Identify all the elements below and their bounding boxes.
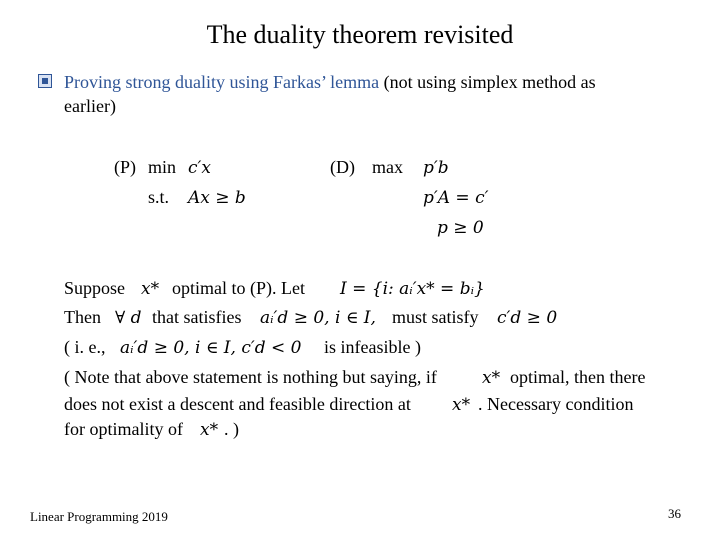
line1-xstar: x*: [141, 279, 160, 299]
bullet-rest: (not using simplex method as: [379, 72, 596, 92]
line2-condition: aᵢ′d ≥ 0, i ∈ I,: [260, 308, 376, 328]
line6-xstar: x*: [200, 420, 219, 440]
line5-text: does not exist a descent and feasible direction at: [64, 394, 411, 414]
bullet-square-icon: [38, 74, 52, 88]
line3-system: aᵢ′d ≥ 0, i ∈ I, c′d < 0: [120, 338, 302, 358]
primal-constraint: Ax ≥ b: [188, 188, 246, 208]
line1-set: I = {i: aᵢ′x* = bᵢ}: [340, 279, 485, 299]
bullet-text: [64, 70, 596, 94]
line2-result: c′d ≥ 0: [497, 308, 558, 328]
line6-rest: . ): [224, 419, 239, 439]
line5-xstar: x*: [452, 395, 471, 415]
line2-forall: ∀ d: [115, 308, 142, 328]
slide-title: The duality theorem revisited: [206, 20, 514, 49]
primal-objective: c′x: [188, 158, 211, 178]
dual-objective: p′b: [423, 158, 449, 178]
line1-text: optimal to (P). Let: [172, 278, 305, 298]
line2-satisfies: that satisfies: [152, 307, 242, 327]
line3-infeasible: is infeasible ): [324, 337, 421, 357]
line5-rest: . Necessary condition: [478, 394, 634, 414]
line2-then: Then: [64, 307, 101, 327]
dual-max: max: [372, 157, 403, 177]
line4-note: ( Note that above statement is nothing but saying, if: [64, 367, 437, 387]
dual-label: (D): [330, 157, 355, 177]
page-number: 36: [668, 506, 681, 521]
bullet-highlight: Proving strong duality using Farkas’ lemma: [64, 72, 380, 92]
line6-text: for optimality of: [64, 419, 183, 439]
primal-min: min: [148, 157, 177, 177]
bullet-continuation: earlier): [64, 96, 116, 116]
line2-must: must satisfy: [392, 307, 479, 327]
primal-label: (P): [114, 157, 136, 177]
dual-constraint-2: p ≥ 0: [437, 218, 484, 238]
line3-ie: ( i. e.,: [64, 337, 106, 357]
line4-rest: optimal, then there: [510, 367, 646, 387]
dual-constraint-1: p′A = c′: [423, 188, 489, 208]
line1-suppose: Suppose: [64, 278, 126, 298]
primal-st: s.t.: [148, 187, 170, 207]
footer-text: Linear Programming 2019: [30, 509, 168, 524]
line4-xstar: x*: [482, 368, 501, 388]
